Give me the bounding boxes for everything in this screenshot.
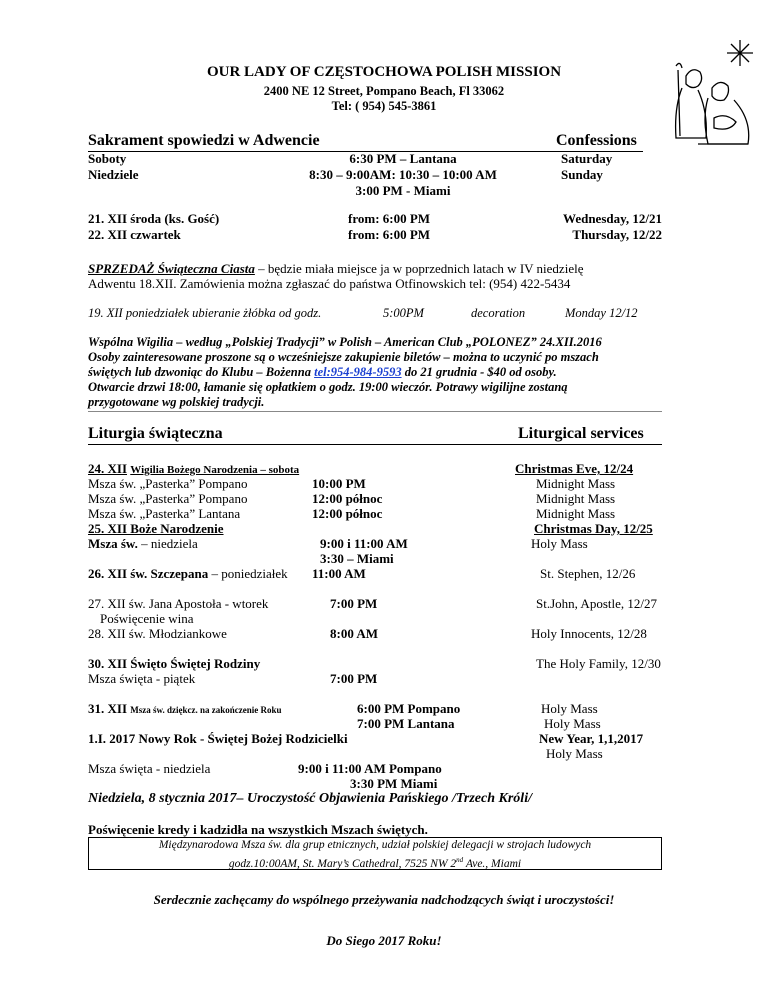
liturgy-item-pl: 28. XII św. Młodziankowe bbox=[88, 626, 227, 641]
liturgy-item-time: 9:00 i 11:00 AM bbox=[320, 536, 408, 551]
confession-extra-pl: 22. XII czwartek bbox=[88, 227, 181, 242]
liturgy-item-en: New Year, 1,1,2017 bbox=[539, 731, 644, 746]
liturgy-item-pl: 1.I. 2017 Nowy Rok - Świętej Bożej Rodzicielki bbox=[88, 731, 348, 746]
liturgy-item-time: 6:00 PM Pompano bbox=[357, 701, 461, 716]
phone: Tel: ( 954) 545-3861 bbox=[331, 99, 437, 113]
liturgy-item-en: Holy Mass bbox=[544, 716, 601, 731]
confession-row-pl: Soboty bbox=[88, 151, 127, 166]
wigilia-line: Wspólna Wigilia – według „Polskiej Tradycji” w Polish – American Club „POLONEZ” 24.XII.2016 bbox=[88, 335, 602, 349]
liturgy-item-pl: 24. XII Wigilia Bożego Narodzenia – sobota bbox=[88, 461, 300, 476]
liturgy-item-en: Holy Mass bbox=[541, 701, 598, 716]
cathedral-line2: godz.10:00AM, St. Mary’s Cathedral, 7525 NW 2nd Ave., Miami bbox=[228, 856, 522, 870]
epiphany-line: Niedziela, 8 stycznia 2017– Uroczystość Objawienia Pańskiego /Trzech Króli/ bbox=[88, 791, 532, 806]
liturgy-item-pl: Msza św. „Pasterka” Pompano bbox=[88, 491, 248, 506]
liturgy-heading-en: Liturgical services bbox=[518, 425, 644, 442]
liturgy-item-time: 7:00 PM bbox=[330, 596, 378, 611]
liturgy-item-time: 3:30 – Miami bbox=[320, 551, 394, 566]
liturgy-item-pl: Msza św. „Pasterka” Lantana bbox=[88, 506, 241, 521]
footer-invitation: Serdecznie zachęcamy do wspólnego przeżywania nadchodzących świąt i uroczystości! bbox=[153, 892, 615, 907]
liturgy-item-pl: 25. XII Boże Narodzenie bbox=[88, 521, 224, 536]
sale-line2: Adwentu 18.XII. Zamówienia można zgłaszać do państwa Otfinowskich tel: (954) 422-5434 bbox=[88, 276, 571, 291]
liturgy-item-en: Holy Mass bbox=[546, 746, 603, 761]
liturgy-item-en: Christmas Day, 12/25 bbox=[534, 521, 653, 536]
liturgy-item-en: Midnight Mass bbox=[536, 491, 616, 506]
liturgy-item-pl: Msza św. „Pasterka” Pompano bbox=[88, 476, 248, 491]
confession-row-time: 3:00 PM - Miami bbox=[355, 183, 451, 198]
chalk-text: Poświęcenie kredy i kadzidła na wszystkich Mszach świętych. bbox=[88, 822, 428, 837]
decoration-date: Monday 12/12 bbox=[565, 306, 638, 320]
confession-extra-pl: 21. XII środa (ks. Gość) bbox=[88, 211, 220, 226]
phone-link[interactable]: tel:954-984-9593 bbox=[314, 365, 402, 379]
wigilia-line: Otwarcie drzwi 18:00, łamanie się opłatkiem o godz. 19:00 wieczór. Potrawy wigilijne zostaną bbox=[88, 380, 568, 394]
liturgy-item-en: Christmas Eve, 12/24 bbox=[515, 461, 634, 476]
confession-heading-en: Confessions bbox=[556, 132, 637, 149]
sale-line1: SPRZEDAŻ Świąteczna Ciasta – będzie miała miejsce ja w poprzednich latach w IV niedzielę bbox=[88, 261, 584, 276]
cathedral-mass-box bbox=[88, 837, 662, 870]
confession-row-en: Sunday bbox=[561, 167, 603, 182]
liturgy-item-time: 11:00 AM bbox=[312, 566, 366, 581]
liturgy-item-en: The Holy Family, 12/30 bbox=[536, 656, 661, 671]
liturgy-item-time: 7:00 PM Lantana bbox=[357, 716, 455, 731]
liturgy-item-time: 12:00 północ bbox=[312, 506, 383, 521]
liturgy-item-pl: Poświęcenie wina bbox=[100, 611, 194, 626]
liturgy-item-time: 3:30 PM Miami bbox=[350, 776, 438, 791]
liturgy-item-time: 9:00 i 11:00 AM Pompano bbox=[298, 761, 442, 776]
wigilia-line: przygotowane wg polskiej tradycji. bbox=[88, 395, 265, 409]
liturgy-item-time: 8:00 AM bbox=[330, 626, 379, 641]
liturgy-item-time: 7:00 PM bbox=[330, 671, 378, 686]
cathedral-line1: Międzynarodowa Msza św. dla grup etnicznych, udział polskiej delegacji w strojach ludowych bbox=[158, 839, 592, 851]
confession-row-pl: Niedziele bbox=[88, 167, 139, 182]
nativity-logo-icon bbox=[668, 36, 758, 154]
confession-row-time: 6:30 PM – Lantana bbox=[349, 151, 457, 166]
liturgy-item-pl: 27. XII św. Jana Apostoła - wtorek bbox=[88, 596, 269, 611]
footer-greeting: Do Siego 2017 Roku! bbox=[326, 933, 442, 948]
confession-row-en: Saturday bbox=[561, 151, 613, 166]
liturgy-item-time: 10:00 PM bbox=[312, 476, 366, 491]
decoration-time: 5:00PM bbox=[383, 306, 424, 320]
decoration-en: decoration bbox=[471, 306, 526, 320]
confession-extra-en: Wednesday, 12/21 bbox=[563, 211, 662, 226]
liturgy-item-pl: Msza święta - niedziela bbox=[88, 761, 211, 776]
liturgy-item-pl: 31. XII Msza św. dziękcz. na zakończenie Roku bbox=[88, 701, 282, 716]
liturgy-item-en: Midnight Mass bbox=[536, 476, 616, 491]
address: 2400 NE 12 Street, Pompano Beach, Fl 33062 bbox=[263, 84, 505, 98]
liturgy-heading-pl: Liturgia świąteczna bbox=[88, 425, 223, 442]
page-title: OUR LADY OF CZĘSTOCHOWA POLISH MISSION bbox=[206, 64, 562, 80]
confession-extra-time: from: 6:00 PM bbox=[348, 227, 431, 242]
liturgy-item-en: St.John, Apostle, 12/27 bbox=[536, 596, 657, 611]
liturgy-item-en: Holy Innocents, 12/28 bbox=[531, 626, 647, 641]
liturgy-item-en: Midnight Mass bbox=[536, 506, 616, 521]
liturgy-item-pl: Msza święta - piątek bbox=[88, 671, 196, 686]
liturgy-item-en: St. Stephen, 12/26 bbox=[540, 566, 636, 581]
liturgy-item-time: 12:00 północ bbox=[312, 491, 383, 506]
sale-label: SPRZEDAŻ Świąteczna Ciasta bbox=[88, 261, 255, 276]
liturgy-item-pl: 26. XII św. Szczepana – poniedziałek bbox=[88, 566, 288, 581]
decoration-pl: 19. XII poniedziałek ubieranie żłóbka od godz. bbox=[88, 306, 322, 320]
liturgy-item-en: Holy Mass bbox=[531, 536, 588, 551]
wigilia-line: świętych lub dzwoniąc do Klubu – Bożenna tel:954-984-9593 do 21 grudnia - $40 od osoby. bbox=[88, 365, 557, 379]
confession-extra-time: from: 6:00 PM bbox=[348, 211, 431, 226]
confession-extra-en: Thursday, 12/22 bbox=[572, 227, 662, 242]
liturgy-item-pl: Msza św. – niedziela bbox=[88, 536, 198, 551]
wigilia-line: Osoby zainteresowane proszone są o wcześniejsze zakupienie biletów – można to uczynić po mszach bbox=[88, 350, 599, 364]
confession-row-time: 8:30 – 9:00AM: 10:30 – 10:00 AM bbox=[309, 167, 497, 182]
confession-heading-pl: Sakrament spowiedzi w Adwencie bbox=[88, 132, 320, 149]
liturgy-item-pl: 30. XII Święto Świętej Rodziny bbox=[88, 656, 261, 671]
